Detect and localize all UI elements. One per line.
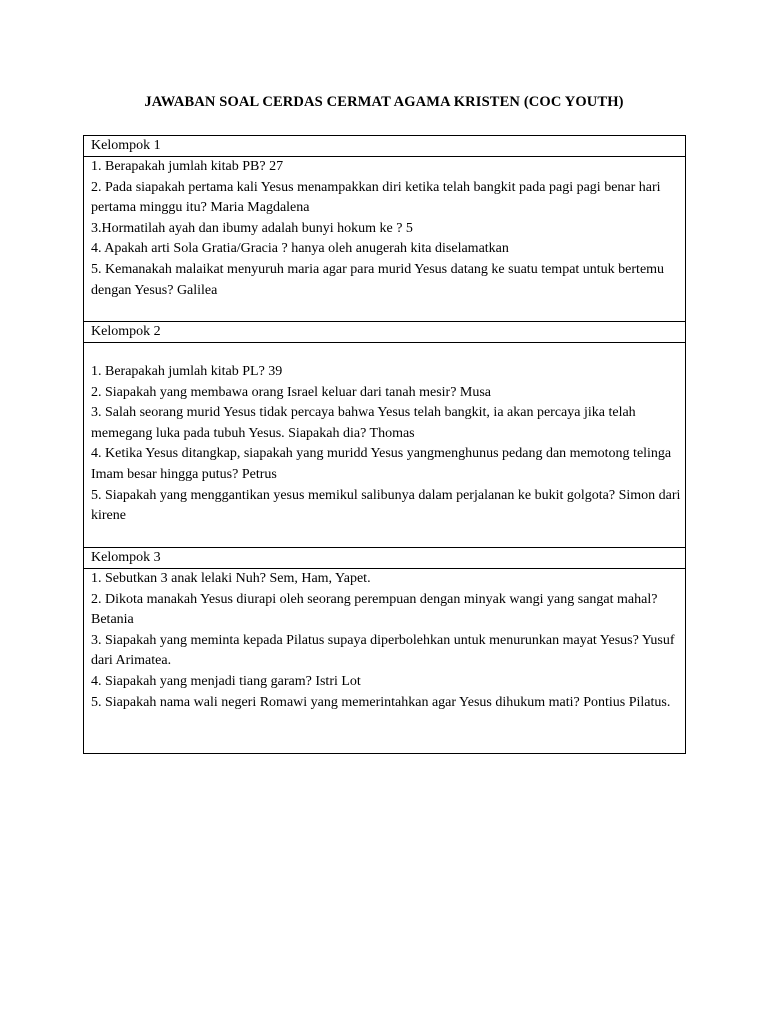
group-label: Kelompok 2 — [84, 322, 686, 343]
group-header-2 — [84, 322, 686, 343]
question-item: 4. Ketika Yesus ditangkap, siapakah yang muridd Yesus yangmenghunus pedang dan memotong telinga Imam besar hingga putus? Petrus — [91, 446, 672, 482]
question-item: 3.Hormatilah ayah dan ibumy adalah bunyi hokum ke ? 5 — [91, 220, 413, 236]
question-item: 3. Siapakah yang meminta kepada Pilatus supaya diperbolehkan untuk menurunkan mayat Yesus? Yusuf dari Arimatea. — [91, 632, 675, 669]
question-item: 1. Sebutkan 3 anak lelaki Nuh? Sem, Ham, Yapet. — [91, 571, 371, 586]
question-item: 3. Salah seorang murid Yesus tidak percaya bahwa Yesus telah bangkit, ia akan percaya jika telah memegang luka pada tubuh Yesus. Siapakah dia? Thomas — [91, 405, 636, 441]
group-body-1 — [84, 157, 686, 322]
group-body-3 — [84, 569, 686, 754]
group-questions — [84, 157, 686, 322]
question-item: 4. Apakah arti Sola Gratia/Gracia ? hanya oleh anugerah kita diselamatkan — [91, 241, 509, 257]
group-header-3 — [84, 548, 686, 569]
question-item: 5. Kemanakah malaikat menyuruh maria agar para murid Yesus datang ke suatu tempat untuk bertemu dengan Yesus? Galilea — [91, 261, 665, 298]
question-item: 5. Siapakah nama wali negeri Romawi yang memerintahkan agar Yesus dihukum mati? Pontius Pilatus. — [91, 694, 671, 710]
group-body-2 — [84, 343, 686, 548]
question-item: 2. Pada siapakah pertama kali Yesus menampakkan diri ketika telah bangkit pada pagi pagi benar hari pertama minggu itu? Maria Magdalena — [91, 179, 661, 216]
question-item: 2. Siapakah yang membawa orang Israel keluar dari tanah mesir? Musa — [91, 384, 492, 400]
question-item: 1. Berapakah jumlah kitab PB? 27 — [91, 159, 284, 174]
question-item: 4. Siapakah yang menjadi tiang garam? Istri Lot — [91, 673, 361, 689]
document-title: JAWABAN SOAL CERDAS CERMAT AGAMA KRISTEN (COC YOUTH) — [144, 94, 624, 110]
group-label: Kelompok 1 — [84, 136, 686, 157]
group-questions — [84, 569, 686, 754]
group-header-1 — [84, 136, 686, 157]
answer-table — [83, 135, 686, 754]
group-label: Kelompok 3 — [84, 548, 686, 569]
question-item: 1. Berapakah jumlah kitab PL? 39 — [91, 364, 283, 379]
question-item: 5. Siapakah yang menggantikan yesus memikul salibunya dalam perjalanan ke bukit golgota? Simon dari kirene — [91, 487, 681, 524]
group-questions — [84, 343, 686, 548]
question-item: 2. Dikota manakah Yesus diurapi oleh seorang perempuan dengan minyak wangi yang sangat mahal? Betania — [91, 591, 658, 628]
